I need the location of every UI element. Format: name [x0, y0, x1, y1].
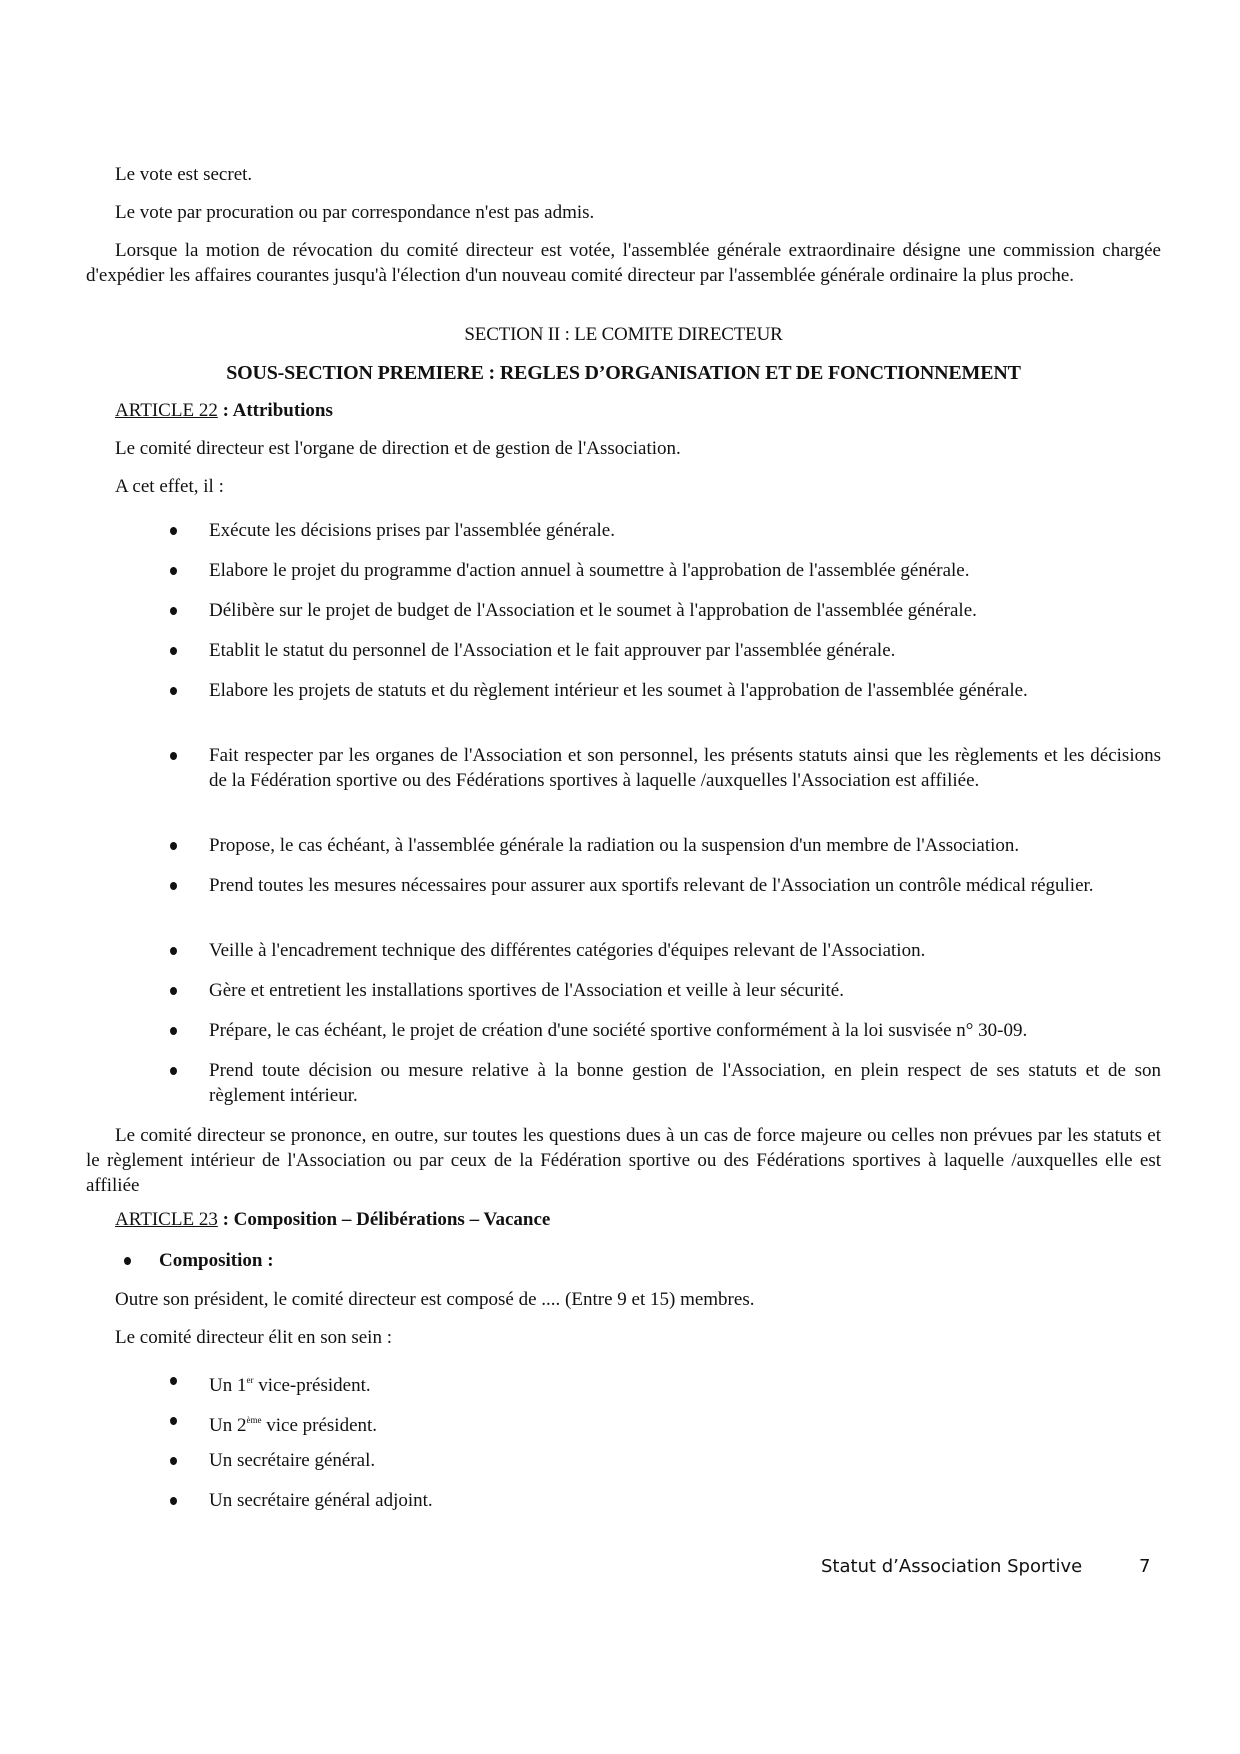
paragraph-vote-secret: Le vote est secret.: [115, 164, 253, 185]
bullet-icon: [170, 1497, 177, 1505]
paragraph-vote-procuration: Le vote par procuration ou par correspondance n'est pas admis.: [115, 202, 595, 223]
article-22-paragraph-2: A cet effet, il :: [115, 476, 224, 497]
bullet-icon: [170, 567, 177, 575]
bullet-icon: [170, 527, 177, 535]
document-page: Le vote est secret. Le vote par procuration ou par correspondance n'est pas admis. Lorsque la motion de révocation du comité directeur est votée, l'assemblée générale extraordinaire désigne une commission chargée d'expédier les affaires courantes jusqu'à l'élection d'un nouveau comité directeur par l'assemblée générale ordinaire la plus proche. SECTION II : LE COMITE DIRECTEUR SOUS-SECTION PREMIERE : REGLES D’ORGANISATION ET DE FONCTIONNEMENT ARTICLE 22 : Attributions Le comité directeur est l'organe de direction et de gestion de l'Association. A cet effet, il : Exécute les décisions prises par l'assemblée générale. Elabore le projet du programme d'action annuel à soumettre à l'approbation de l'assemblée générale. Délibère sur le projet de budget de l'Association et le soumet à l'approbation de l'assemblée générale. Etablit le statut du personnel de l'Association et le fait approuver par l'assemblée générale. Elabore les projets de statuts et du règlement intérieur et les soumet à l'approbation de l'assemblée générale. Fait respecter par les organes de l'Association et son personnel, les présents statuts ainsi que les règlements et les décisions de la Fédération sportive ou des Fédérations sportives à laquelle /auxquelles l'Association est affiliée. Propose, le cas échéant, à l'assemblée générale la radiation ou la suspension d'un membre de l'Association. Prend toutes les mesures nécessaires pour assurer aux sportifs relevant de l'Association un contrôle médical régulier. Veille à l'encadrement technique des différentes catégories d'équipes relevant de l'Association. Gère et entretient les installations sportives de l'Association et veille à leur sécurité. Prépare, le cas échéant, le projet de création d'une société sportive conformément à la loi susvisée n° 30-09. Prend toute décision ou mesure relative à la bonne gestion de l'Association, en plein respect de ses statuts et de son règlement intérieur. Le comité directeur se prononce, en outre, sur toutes les questions dues à un cas de force majeure ou celles non prévues par les statuts et le règlement intérieur de l'Association ou par ceux de la Fédération sportive ou des Fédérations sportives à laquelle /auxquelles elle est affiliée ARTICLE 23 : Composition – Délibérations – Vacance Composition : Outre son président, le comité directeur est composé de .... (Entre 9 et 15) membres. Le comité directeur élit en son sein : Un 1er vice-président. Un 2ème vice président. Un secrétaire général. Un secrétaire général adjoint. Statut d’Association Sportive 7: [0, 0, 1240, 1754]
bullet-icon: [170, 947, 177, 955]
bullet-icon: [170, 987, 177, 995]
bullet-icon: [170, 752, 177, 760]
bullet-icon: [170, 1377, 177, 1385]
page-number: 7: [1139, 1556, 1151, 1577]
bullet-icon: [170, 882, 177, 890]
bullet-icon: [170, 1457, 177, 1465]
section-title: SECTION II : LE COMITE DIRECTEUR: [464, 324, 783, 345]
article-22-heading: ARTICLE 22 : Attributions: [115, 400, 333, 421]
bullet-icon: [170, 1417, 177, 1425]
bullet-icon: [170, 607, 177, 615]
article-23-number: ARTICLE 23: [115, 1209, 218, 1230]
article-22-number: ARTICLE 22: [115, 400, 218, 421]
bullet-icon: [124, 1257, 131, 1265]
subsection-title: SOUS-SECTION PREMIERE : REGLES D’ORGANISATION ET DE FONCTIONNEMENT: [226, 362, 1021, 384]
bullet-icon: [170, 687, 177, 695]
footer-title: Statut d’Association Sportive: [821, 1556, 1083, 1577]
bullet-icon: [170, 1027, 177, 1035]
article-23-title: Composition – Délibérations – Vacance: [233, 1209, 551, 1230]
paragraph-revocation: Lorsque la motion de révocation du comité directeur est votée, l'assemblée générale extraordinaire désigne une commission chargée d'expédier les affaires courantes jusqu'à l'élection d'un nouveau comité directeur par l'assemblée générale ordinaire la plus proche.: [86, 240, 1161, 286]
article-23-paragraph-2: Le comité directeur élit en son sein :: [115, 1327, 392, 1348]
bullet-icon: [170, 1067, 177, 1075]
article-23-paragraph-1: Outre son président, le comité directeur est composé de .... (Entre 9 et 15) membres.: [115, 1289, 755, 1310]
article-23-heading: ARTICLE 23 : Composition – Délibérations – Vacance: [115, 1209, 551, 1230]
article-22-paragraph-1: Le comité directeur est l'organe de direction et de gestion de l'Association.: [115, 438, 681, 459]
article-22-closing-paragraph: Le comité directeur se prononce, en outre, sur toutes les questions dues à un cas de force majeure ou celles non prévues par les statuts et le règlement intérieur de l'Association ou par ceux de la Fédération sportive ou des Fédérations sportives à laquelle /auxquelles elle est affiliée: [86, 1125, 1161, 1196]
bullet-icon: [170, 842, 177, 850]
bullet-icon: [170, 647, 177, 655]
article-22-title: Attributions: [232, 400, 333, 421]
